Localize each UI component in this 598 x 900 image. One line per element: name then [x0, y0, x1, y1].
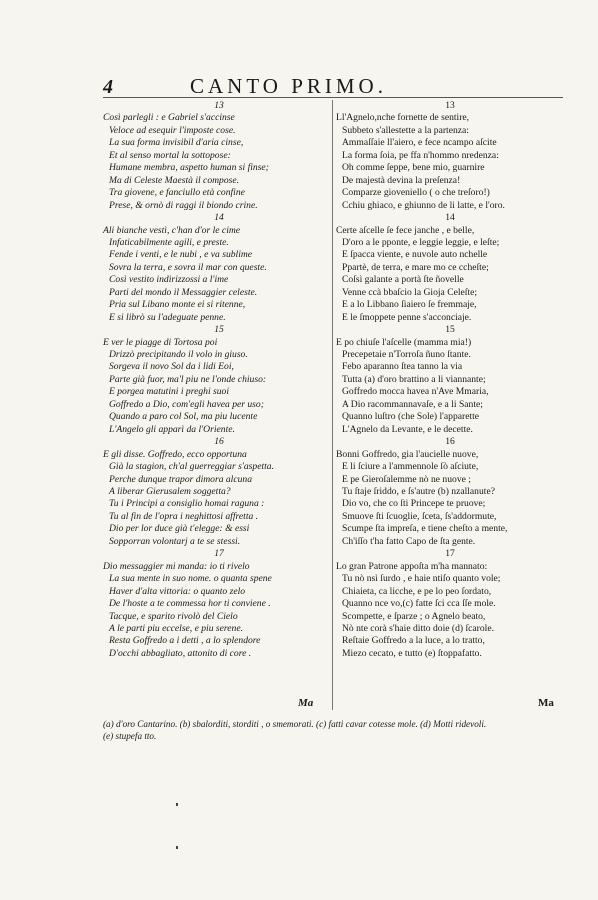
verse-line: Miezo cecato, e tutto (e) ſtoppafatto.: [342, 647, 482, 659]
verse-line: La forma ſoia, pe ffa n'hommo nredenza:: [342, 149, 499, 161]
verse-line: Così parlegli : e Gabriel s'accinse: [103, 112, 235, 124]
stanza-number: 13: [445, 100, 455, 111]
verse-line: Precepetaie n'Torroſa ñuno ſtante.: [342, 349, 471, 361]
verse-line: E le ſmoppete penne s'acconciaje.: [342, 311, 472, 323]
verse-line: Quanno luſtro (che Sole) l'apparette: [342, 411, 480, 423]
verse-line: Reſtaie Goffredo a la luce, a lo tratto,: [342, 635, 485, 647]
verse-line: Tu nò nsì ſurdo , e haie ntiſo quanto vole;: [342, 573, 501, 585]
verse-line: A liberar Gierusalem soggetta?: [109, 485, 231, 497]
verse-line: Ali bianche vestì, c'han d'or le cime: [103, 224, 241, 236]
stanza-number: 17: [214, 548, 224, 560]
ink-speck: [176, 846, 178, 849]
verse-line: Certe aſcelle ſe fece janche , e belle,: [336, 224, 475, 236]
verse-line: Comparze gioveniello ( o che treſoro!): [342, 187, 490, 199]
verse-line: L'Angelo gli apparì da l'Oriente.: [109, 423, 235, 435]
verse-line: Pria sul Libano monte ei si ritenne,: [109, 299, 246, 311]
verse-line: Scumpe ſta impreſa, e tiene cheſto a mente,: [342, 523, 508, 535]
stanza-number: 15: [214, 324, 224, 336]
verse-line: La sua forma invisibil d'aria cinse,: [109, 137, 244, 149]
verse-line: Febo aparanno ſtea tanno la via: [342, 361, 463, 373]
verse-line: Ppartè, de terra, e mare mo ce ccheſte;: [342, 261, 489, 273]
verse-line: Tu ſtaje ſriddo, e ſs'autre (b) nzallanute?: [342, 485, 495, 497]
page-number: 4: [103, 76, 113, 98]
verse-line: La sua mente in suo nome. o quanta spene: [109, 573, 272, 585]
verse-line: E si librò su l'adeguate penne.: [109, 311, 226, 323]
footnote-line: (a) d'oro Cantarino. (b) sbalorditi, storditi , o smemorati. (c) fatti cavar cotesse mole. (d) Motti ridevoli.: [103, 719, 487, 729]
verse-line: Quanno nce vo,(c) fatte ſci cca ſſe mole.: [342, 598, 496, 610]
verse-line: Parte già fuor, ma'l piu ne l'onde chiuso:: [109, 373, 267, 385]
verse-line: Lo gran Patrone appoſta m'ha mannato:: [336, 560, 488, 572]
verse-line: Tu al fin de l'opra i neghittosi affretta .: [109, 510, 259, 522]
verse-line: Tutta (a) d'oro brattino a li viannante;: [342, 373, 486, 385]
footnote-line: (e) stupefa tto.: [103, 731, 157, 741]
verse-line: Nò nte corà s'haie ditto doie (d) ſcarole.: [342, 622, 494, 634]
verse-line: Fende i venti, e le nubi , e va sublime: [109, 249, 253, 261]
verse-line: Et al senso mortal la sottopose:: [109, 149, 231, 161]
verse-line: De majestà devina la preſenza!: [342, 174, 461, 186]
verse-line: Oh comme ſeppe, bene mio, guarnire: [342, 162, 485, 174]
verse-line: A le parti piu eccelse, e piu serene.: [109, 622, 244, 634]
verse-line: Resta Goffredo a i detti , a lo splendore: [109, 635, 261, 647]
stanza-number: 14: [214, 212, 224, 224]
verse-line: E a lo Libbano ſiaiero ſe fremmaje,: [342, 299, 477, 311]
verse-line: Già la stagion, ch'al guerreggiar s'aspetta.: [109, 461, 274, 473]
neapolitan-text-column: [336, 100, 564, 660]
verse-line: Dio vo, che co ſti Princepe te pruove;: [342, 498, 486, 510]
verse-line: Sorgeva il novo Sol da i lidi Eoi,: [109, 361, 234, 373]
verse-line: Tu i Principi a consiglio homai raguna :: [109, 498, 265, 510]
verse-line: E po chiuſe l'aſcelle (mamma mia!): [336, 336, 472, 348]
verse-line: Scompette, e ſparze ; o Agnelo beato,: [342, 610, 486, 622]
verse-line: Quando a paro col Sol, ma piu lucente: [109, 411, 258, 423]
verse-line: E ſpacca viente, e nuvole auto nchelle: [342, 249, 488, 261]
verse-line: Coſsì galante a portà ſte ñovelle: [342, 274, 464, 286]
verse-line: Tacque, e sparito rivolò del Cielo: [109, 610, 238, 622]
verse-line: E li ſciure a l'ammennole ſò aſciute,: [342, 461, 479, 473]
verse-line: Infaticabilmente agili, e preste.: [109, 236, 229, 248]
italian-text-column: [103, 100, 335, 660]
stanza-number: 17: [445, 548, 455, 560]
verse-line: Così vestito indirizzossi a l'ime: [109, 274, 229, 286]
verse-line: Bonni Goffredo, gia l'aucielle nuove,: [336, 448, 479, 460]
verse-line: Smuove ſti ſcuoglie, ſceta, ſs'addormute,: [342, 510, 497, 522]
verse-line: Goffredo mocca havea n'Ave Mmaria,: [342, 386, 489, 398]
catchword-right: Ma: [538, 697, 554, 709]
verse-line: Perche dunque trapor dimora alcuna: [109, 473, 252, 485]
verse-line: Ma di Celeste Maestà il compose.: [109, 174, 240, 186]
verse-line: Sopporran volontarj a te se stessi.: [109, 535, 241, 547]
verse-line: Tra giovene, e fanciullo età confine: [109, 187, 245, 199]
verse-line: D'oro a le pponte, e leggie leggie, e leſte;: [342, 236, 500, 248]
verse-line: Parti del mondo il Messaggier celeste.: [109, 286, 258, 298]
verse-line: Haver d'alta vittoria: o quanto zelo: [109, 585, 246, 597]
verse-line: Chiaieta, ca licche, e pe lo peo ſordato,: [342, 585, 492, 597]
stanza-number: 13: [214, 100, 224, 111]
verse-line: Dio messaggier mi manda: io ti rivelo: [103, 560, 250, 572]
verse-line: Veloce ad esequir l'imposte cose.: [109, 124, 236, 136]
stanza-number: 14: [445, 212, 455, 224]
verse-line: Ll'Agnelo,nche fornette de sentire,: [336, 112, 470, 124]
stanza-number: 15: [445, 324, 455, 336]
verse-line: E ver le piagge di Tortosa poi: [103, 336, 218, 348]
running-head: CANTO PRIMO.: [190, 74, 387, 98]
verse-line: E porgea matutini i preghi suoi: [109, 386, 230, 398]
verse-line: Humane membra, aspetto human si finse;: [109, 162, 269, 174]
verse-line: Venne ccà bbaſcio la Gioja Celeſte;: [342, 286, 478, 298]
verse-line: De l'hoste a te commessa hor ti conviene .: [109, 598, 271, 610]
header-rule: [103, 97, 563, 98]
verse-line: E gli disse. Goffredo, ecco opportuna: [103, 448, 247, 460]
footnotes: [103, 718, 573, 742]
stanza-number: 16: [445, 436, 455, 448]
column-divider: [332, 100, 333, 710]
verse-line: Goffredo a Dio, com'egli havea per uso;: [109, 398, 264, 410]
ink-speck: [176, 803, 178, 806]
catchword-left: Ma: [298, 697, 314, 709]
stanza-number: 16: [214, 436, 224, 448]
verse-line: Prese, & ornò di raggi il biondo crine.: [109, 199, 258, 211]
verse-line: L'Agnelo da Levante, e le decette.: [342, 423, 473, 435]
verse-line: A Dio racommannavaſe, e a li Sante;: [342, 398, 483, 410]
verse-line: D'occhi abbagliato, attonito di core .: [109, 647, 252, 659]
verse-line: Ammaſſaie ll'aiero, e fece ncampo aſcite: [342, 137, 497, 149]
verse-line: Subbeto s'allestette a la partenza:: [342, 124, 469, 136]
verse-line: Sovra la terra, e sovra il mar con queste.: [109, 261, 267, 273]
verse-line: Ch'iſſo t'ha fatto Capo de ſta gente.: [342, 535, 476, 547]
verse-line: Dio per lor duce già t'elegge: & essi: [109, 523, 250, 535]
verse-line: Drizzò precipitando il volo in giuso.: [109, 349, 248, 361]
verse-line: E pe Gieroſalemme nò ne nuove ;: [342, 473, 471, 485]
verse-line: Cchiu ghiaco, e ghiunno de li latte, e l'oro.: [342, 199, 505, 211]
